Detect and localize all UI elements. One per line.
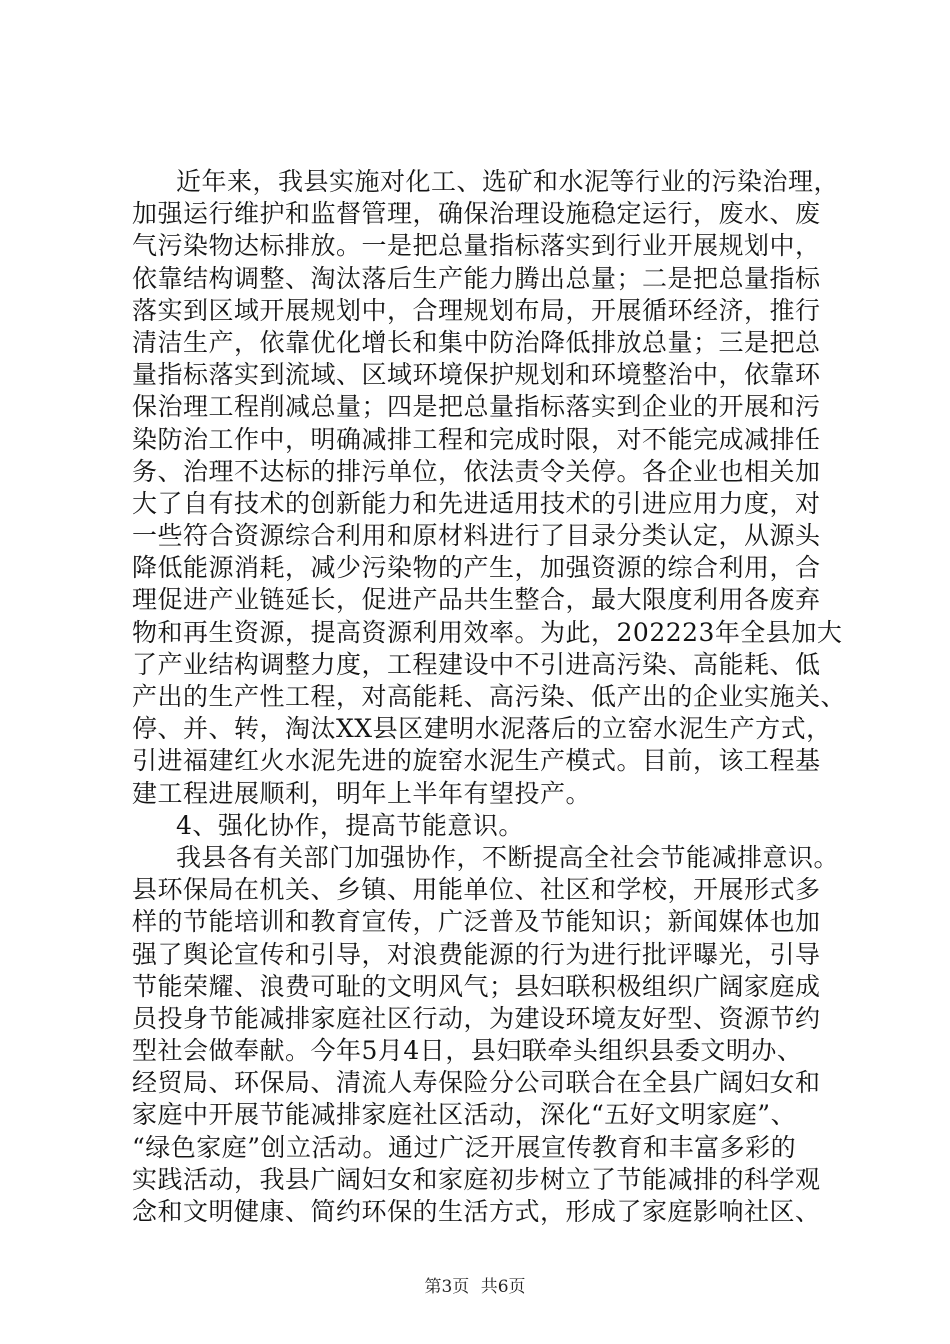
paragraph-line: 节能荣耀、浪费可耻的文明风气；县妇联积极组织广阔家庭成 [132, 971, 821, 1001]
paragraph-line: 经贸局、环保局、清流人寿保险分公司联合在全县广阔妇女和 [132, 1068, 821, 1098]
paragraph-line: 染防治工作中，明确减排工程和完成时限，对不能完成减排任 [132, 424, 821, 454]
paragraph-line: 降低能源消耗，减少污染物的产生，加强资源的综合利用，合 [132, 553, 821, 583]
paragraph-line: 落实到区域开展规划中，合理规划布局，开展循环经济，推行 [132, 295, 821, 325]
paragraph-line: 物和再生资源，提高资源利用效率。为此，202223年全县加大 [132, 617, 843, 647]
paragraph-line: 了产业结构调整力度，工程建设中不引进高污染、高能耗、低 [132, 649, 821, 679]
paragraph-line: 大了自有技术的创新能力和先进适用技术的引进应用力度，对 [132, 488, 821, 518]
paragraph-line: 理促进产业链延长，促进产品共生整合，最大限度利用各废弃 [132, 585, 821, 615]
paragraph-line: 样的节能培训和教育宣传，广泛普及节能知识；新闻媒体也加 [132, 907, 821, 937]
paragraph-line: 我县各有关部门加强协作，不断提高全社会节能减排意识。 [176, 842, 840, 872]
paragraph-line: 县环保局在机关、乡镇、用能单位、社区和学校，开展形式多 [132, 875, 821, 905]
page-number: 第3页 [424, 1277, 470, 1297]
paragraph-line: 建工程进展顺利，明年上半年有望投产。 [132, 778, 592, 808]
paragraph-line: 依靠结构调整、淘汰落后生产能力腾出总量；二是把总量指标 [132, 263, 821, 293]
paragraph-line: 家庭中开展节能减排家庭社区活动，深化“五好文明家庭”、 [132, 1100, 797, 1130]
paragraph-line: 引进福建红火水泥先进的旋窑水泥生产模式。目前，该工程基 [132, 746, 821, 776]
paragraph-line: 近年来，我县实施对化工、选矿和水泥等行业的污染治理， [176, 167, 840, 196]
paragraph-line: 气污染物达标排放。一是把总量指标落实到行业开展规划中， [132, 231, 821, 261]
page-footer [0, 1272, 950, 1297]
paragraph-line: 停、并、转，淘汰XX县区建明水泥落后的立窑水泥生产方式， [132, 714, 832, 744]
paragraph-line: “绿色家庭”创立活动。通过广泛开展宣传教育和丰富多彩的 [132, 1132, 797, 1162]
paragraph-line: 务、治理不达标的排污单位，依法责令关停。各企业也相关加 [132, 456, 821, 486]
page-total: 共6页 [480, 1277, 526, 1297]
paragraph-line: 型社会做奉献。今年5月4日，县妇联牵头组织县委文明办、 [132, 1036, 803, 1066]
paragraph-line: 量指标落实到流域、区域环境保护规划和环境整治中，依靠环 [132, 360, 821, 390]
paragraph-line: 员投身节能减排家庭社区行动，为建设环境友好型、资源节约 [132, 1003, 821, 1033]
paragraph-line: 实践活动，我县广阔妇女和家庭初步树立了节能减排的科学观 [132, 1164, 821, 1194]
paragraph-line: 产出的生产性工程，对高能耗、高污染、低产出的企业实施关、 [132, 682, 847, 711]
paragraph-line: 保治理工程削减总量；四是把总量指标落实到企业的开展和污 [132, 392, 821, 422]
paragraph-line: 强了舆论宣传和引导，对浪费能源的行为进行批评曝光，引导 [132, 939, 821, 969]
body-text [132, 166, 847, 1228]
paragraph-line: 一些符合资源综合利用和原材料进行了目录分类认定，从源头 [132, 521, 821, 551]
section-heading: 4、强化协作，提高节能意识。 [176, 810, 524, 840]
paragraph-line: 加强运行维护和监督管理，确保治理设施稳定运行，废水、废 [132, 199, 821, 229]
paragraph-line: 念和文明健康、简约环保的生活方式，形成了家庭影响社区、 [132, 1197, 821, 1226]
paragraph-line: 清洁生产，依靠优化增长和集中防治降低排放总量；三是把总 [132, 327, 821, 357]
